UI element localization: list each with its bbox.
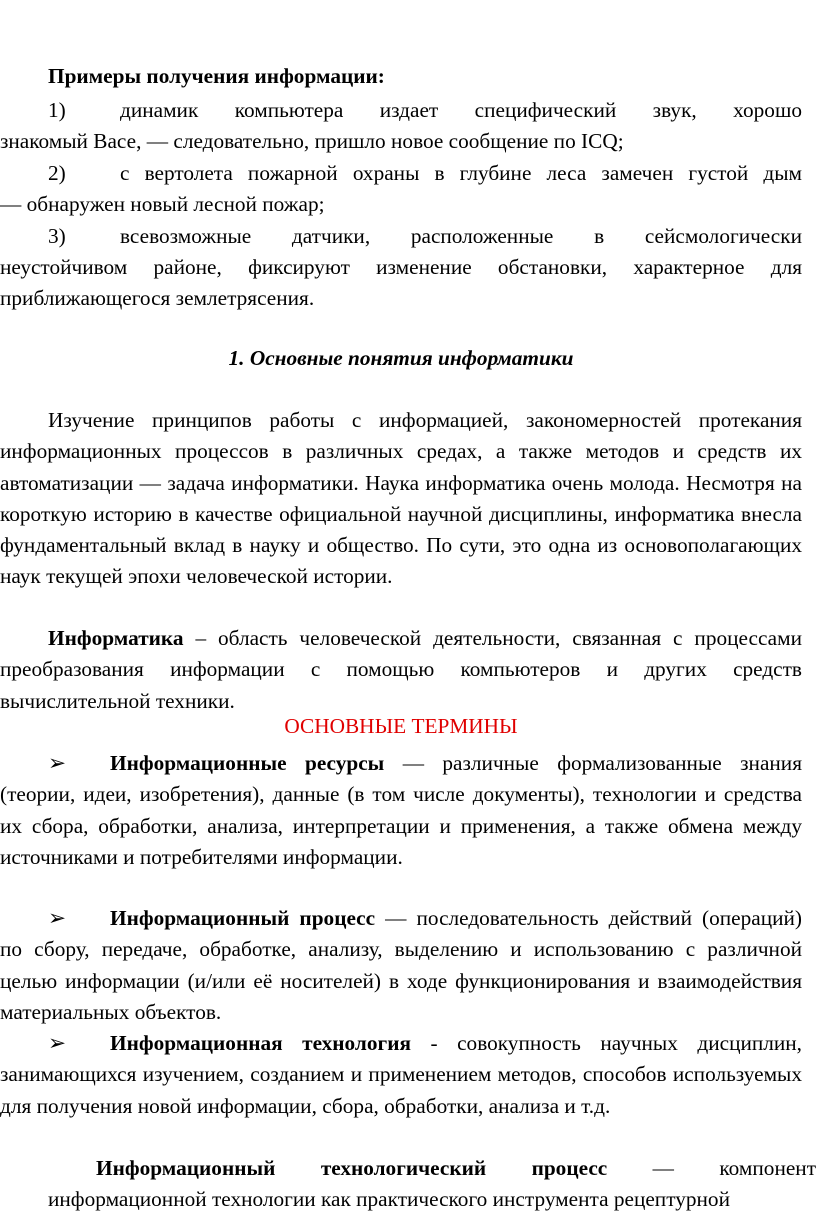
- example-item-3-number: 3): [48, 224, 66, 248]
- terms-title: ОСНОВНЫЕ ТЕРМИНЫ: [284, 714, 518, 738]
- intro-paragraph: Изучение принципов работы с информацией, закономерностей протекания информационных процессов в различных средах, а также методов и средств их автоматизации — задача информатики. Наука информатика очень молода. Несмотря на короткую историю в качестве официальной научной дисциплины, информатика внесла фундаментальный вклад в науку и общество. По сути, это одна из основополагающих наук текущей эпохи человеческой истории.: [0, 408, 802, 589]
- term-item-3-term: Информационная технология: [110, 1031, 411, 1055]
- examples-heading: Примеры получения информации:: [48, 64, 385, 88]
- example-item-2-text: — обнаружен новый лесной пожар;: [0, 192, 325, 216]
- term-item-2: [0, 903, 802, 1028]
- example-item-3-first-line: 3) всевозможные датчики, расположенные в сейсмологически: [48, 221, 802, 252]
- bullet-arrow-icon: ➢: [48, 1031, 66, 1055]
- example-item-1-number: 1): [48, 98, 66, 122]
- example-item-1-first-line: 1) динамик компьютера издает специфический звук, хорошо: [48, 95, 802, 126]
- term-item-4-text: — компонент информационной технологии как практического инструмента рецептурной: [48, 1156, 816, 1212]
- section-title: 1. Основные понятия информатики: [228, 346, 574, 370]
- term-item-3: [0, 1028, 802, 1122]
- definition-text: – область человеческой деятельности, связанная с процессами преобразования информации с помощью компьютеров и других средств вычислительной техники.: [0, 626, 802, 713]
- example-item-3-text: неустойчивом районе, фиксируют изменение обстановки, характерное для приближающегося землетрясения.: [0, 255, 802, 311]
- term-item-3-text: - совокупность научных дисциплин, занимающихся изучением, созданием и применением методов, способов используемых для получения новой информации, сбора, обработки, анализа и т.д.: [0, 1031, 803, 1118]
- bullet-arrow-icon: ➢: [48, 751, 66, 775]
- term-item-1-text: — различные формализованные знания (теории, идеи, изобретения), данные (в том числе документы), технологии и средства их сбора, обработки, анализа, интерпретации и применения, а также обмена между источниками и потребителями информации.: [0, 751, 802, 869]
- definition-paragraph: [0, 623, 802, 717]
- example-item-2-number: 2): [48, 161, 66, 185]
- term-item-1-term: Информационные ресурсы: [110, 751, 385, 775]
- term-item-1: [0, 748, 802, 873]
- term-item-2-term: Информационный процесс: [110, 906, 376, 930]
- example-item-1-text: знакомый Васе, — следовательно, пришло новое сообщение по ICQ;: [0, 129, 624, 153]
- term-item-4-term: Информационный технологический процесс: [96, 1156, 608, 1180]
- definition-term: Информатика: [48, 626, 184, 650]
- term-item-2-text: — последовательность действий (операций) по сбору, передаче, обработке, анализу, выделению и использованию с различной целью информации (и/или её носителей) в ходе функционирования и взаимодействия материальных объектов.: [0, 906, 803, 1024]
- example-item-2-first-line: 2) с вертолета пожарной охраны в глубине леса замечен густой дым: [48, 158, 802, 189]
- bullet-arrow-icon: ➢: [48, 906, 66, 930]
- term-item-4: [48, 1153, 816, 1216]
